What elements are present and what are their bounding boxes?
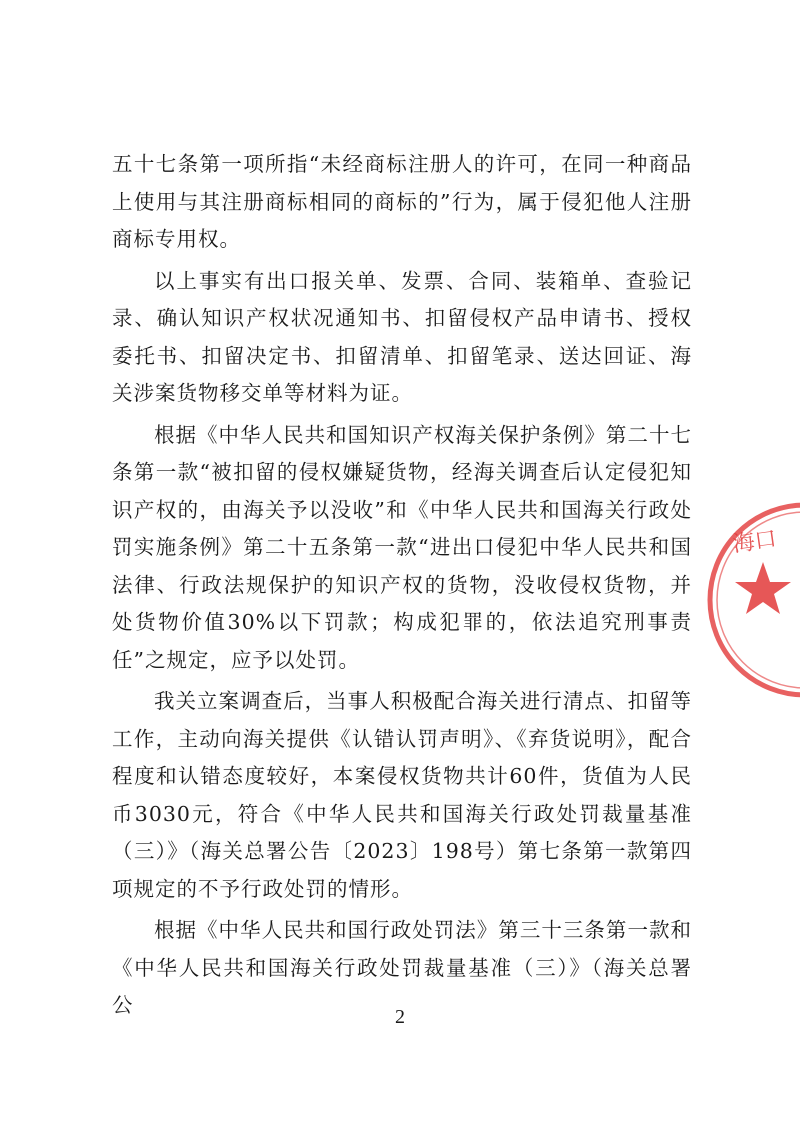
seal-star-icon bbox=[735, 562, 791, 614]
paragraph-4: 我关立案调查后，当事人积极配合海关进行清点、扣留等工作，主动向海关提供《认错认罚声明》、《弃货说明》，配合程度和认错态度较好，本案侵权货物共计60件，货值为人民币3030元，符合《中华人民共和国海关行政处罚裁量基准（三）》（海关总署公告〔2023〕198号）第七条第一款第四项规定的不予行政处罚的情形。 bbox=[112, 689, 692, 901]
paragraph-3: 根据《中华人民共和国知识产权海关保护条例》第二十七条第一款“被扣留的侵权嫌疑货物，经海关调查后认定侵犯知识产权的，由海关予以没收”和《中华人民共和国海关行政处罚实施条例》第二十五条第一款“进出口侵犯中华人民共和国法律、行政法规保护的知识产权的货物，没收侵权货物，并处货物价值30%以下罚款；构成犯罪的，依法追究刑事责任”之规定，应予以处罚。 bbox=[112, 422, 692, 672]
official-seal bbox=[705, 500, 800, 700]
document-body bbox=[112, 146, 692, 1029]
paragraph-2: 以上事实有出口报关单、发票、合同、装箱单、查验记录、确认知识产权状况通知书、扣留侵权产品申请书、授权委托书、扣留决定书、扣留清单、扣留笔录、送达回证、海关涉案货物移交单等材料为证。 bbox=[112, 268, 692, 405]
paragraph-1: 五十七条第一项所指“未经商标注册人的许可，在同一种商品上使用与其注册商标相同的商标的”行为，属于侵犯他人注册商标专用权。 bbox=[112, 152, 692, 251]
svg-text:海口: 海口 bbox=[731, 526, 779, 558]
paragraph-5: 根据《中华人民共和国行政处罚法》第三十三条第一款和《中华人民共和国海关行政处罚裁量基准（三）》（海关总署公 bbox=[112, 918, 692, 1017]
page-number: 2 bbox=[395, 1006, 405, 1028]
